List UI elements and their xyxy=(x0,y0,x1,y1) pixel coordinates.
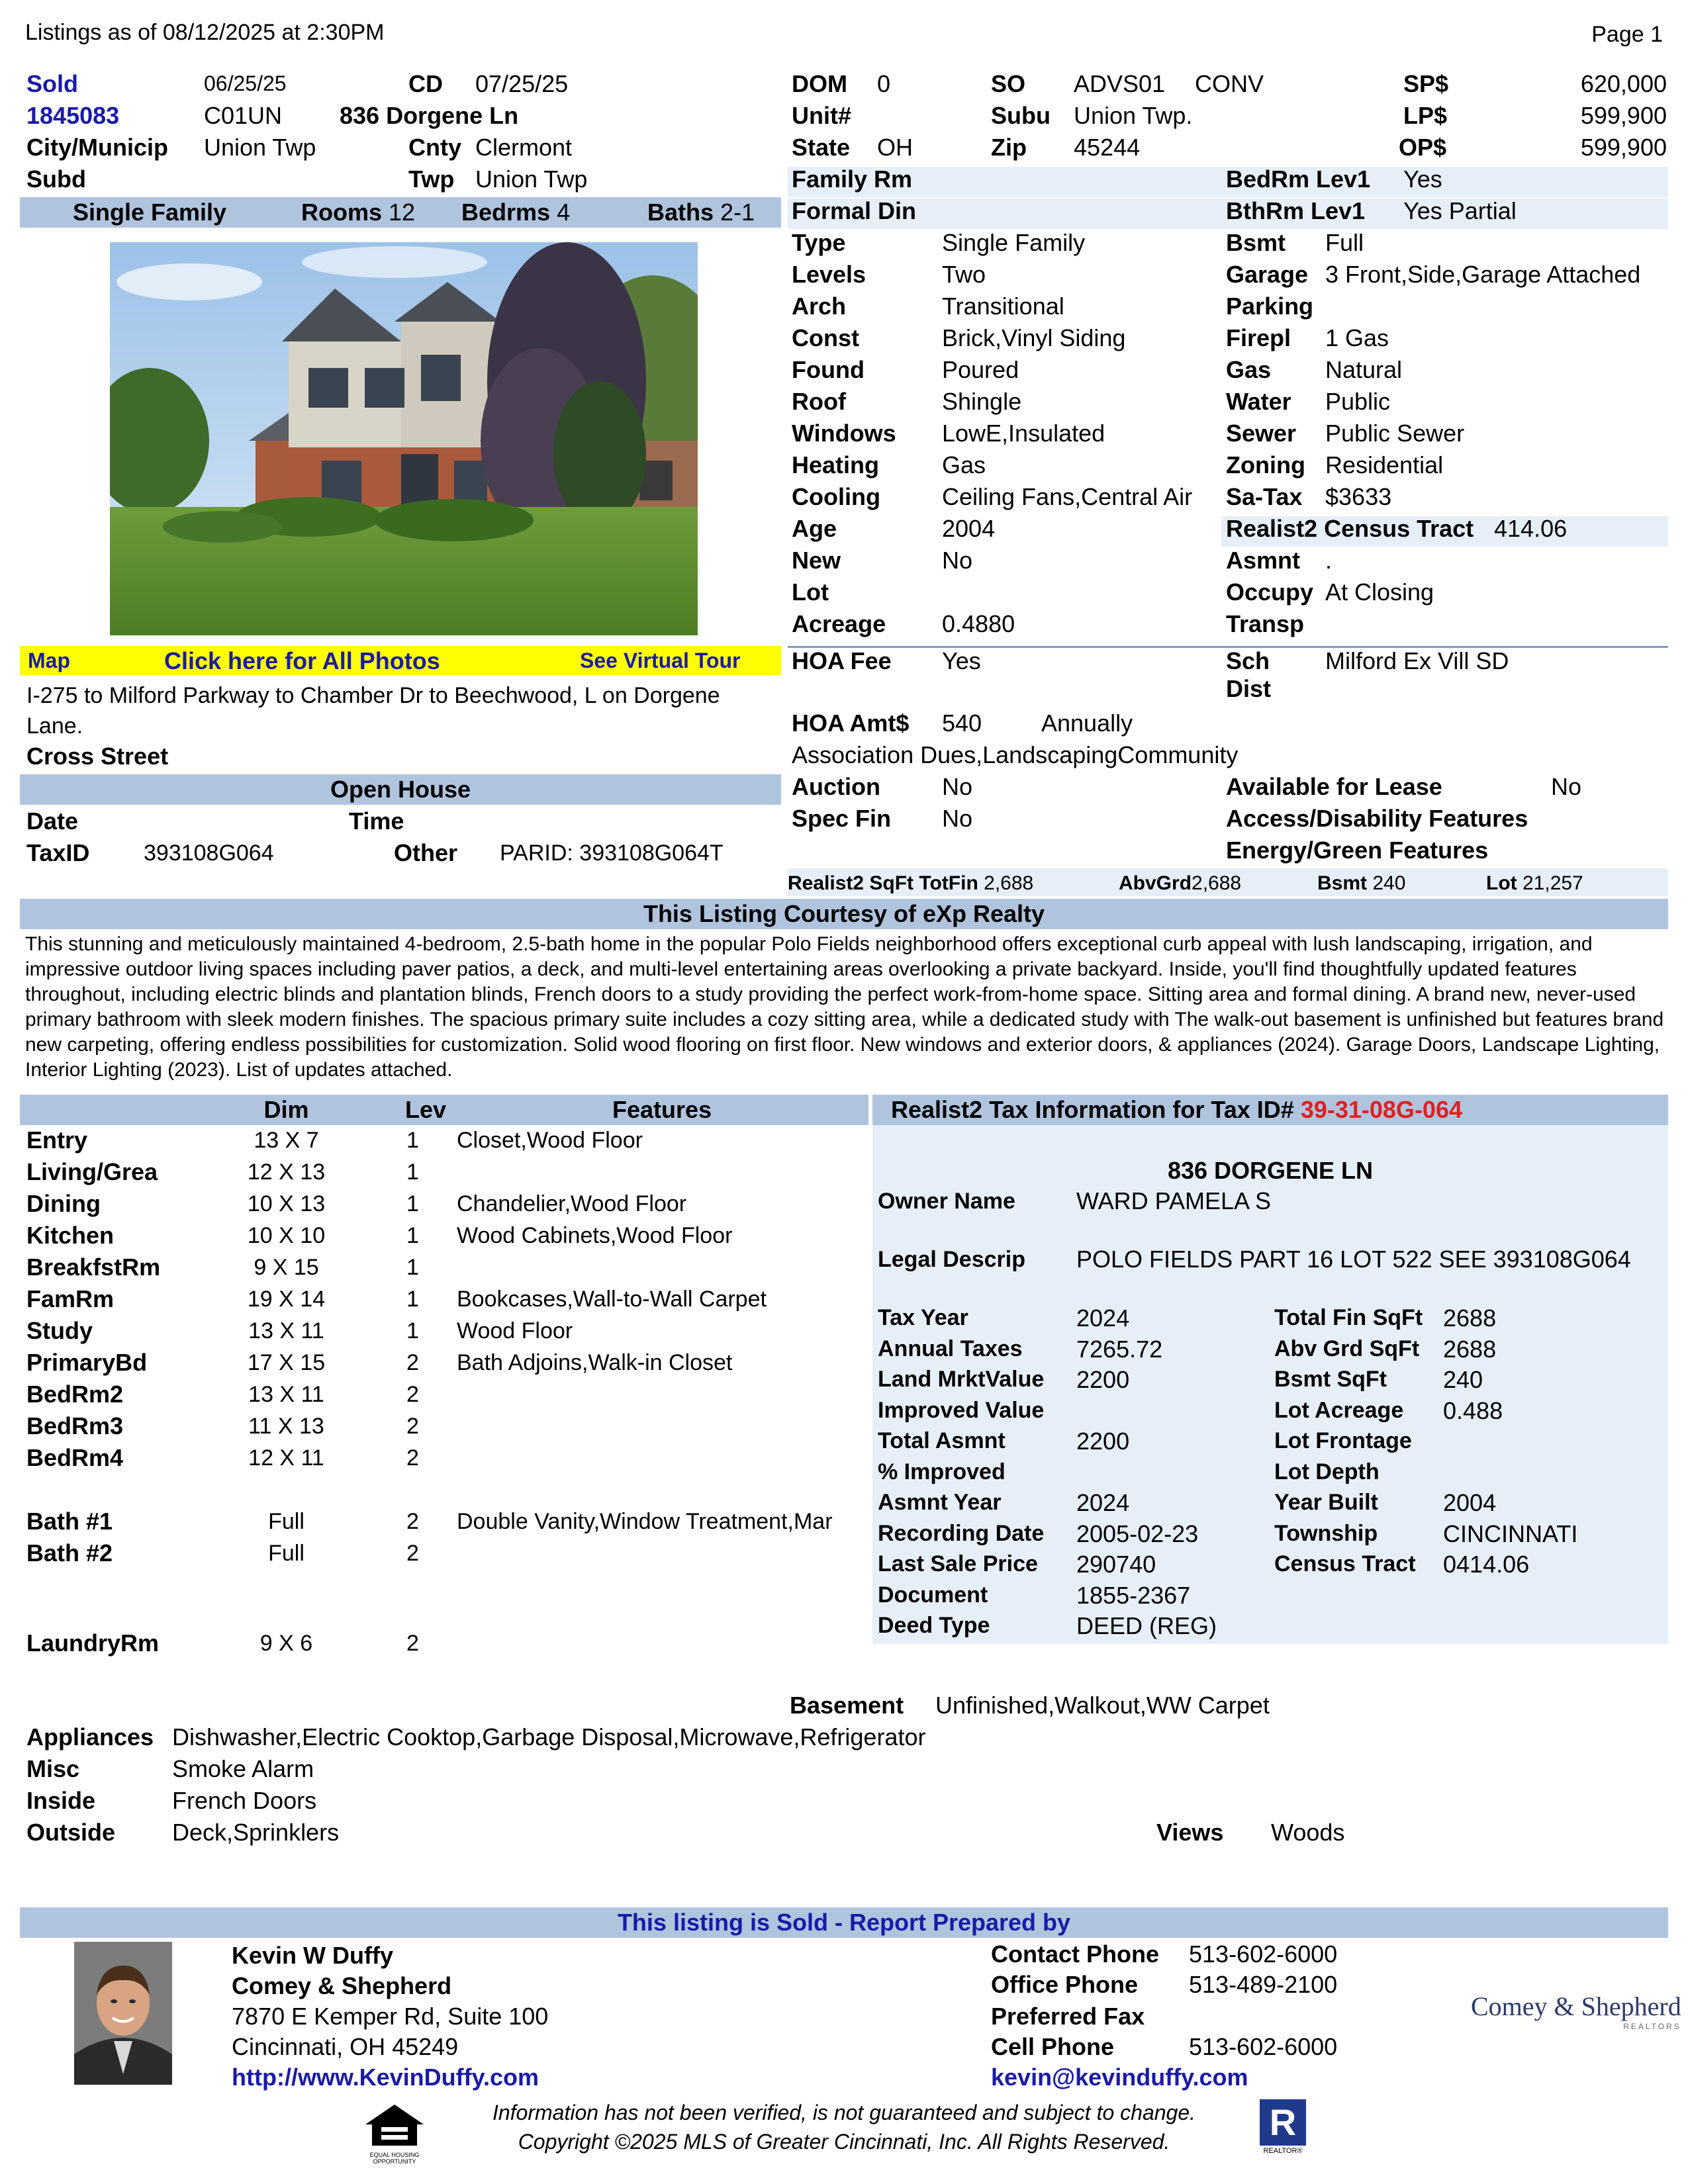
room-name: Bath #2 xyxy=(26,1539,113,1567)
detail-label: Realist2 Census Tract xyxy=(1226,515,1474,542)
op-label: OP$ xyxy=(1399,134,1447,161)
room-name: FamRm xyxy=(26,1285,115,1312)
status: Sold xyxy=(26,70,78,97)
realist-tax-id: 39-31-08G-064 xyxy=(1300,1096,1462,1123)
directions: I-275 to Milford Parkway to Chamber Dr to Beechwood, L on Dorgene Lane. xyxy=(26,683,720,739)
realist-label: Total Fin SqFt xyxy=(1274,1305,1423,1330)
detail-label: Lot xyxy=(792,578,829,606)
realist-value: 2200 xyxy=(1076,1366,1130,1393)
address: 836 Dorgene Ln xyxy=(340,102,519,129)
room-dim: 11 X 13 xyxy=(248,1414,324,1439)
cd-date: 07/25/25 xyxy=(475,70,569,97)
appliances-label: Appliances xyxy=(26,1723,154,1751)
city: Union Twp xyxy=(204,134,316,161)
detail-value: At Closing xyxy=(1325,578,1434,606)
hoa-fee-value: Yes xyxy=(942,647,981,674)
misc-value: Smoke Alarm xyxy=(172,1755,314,1782)
room-level: 1 xyxy=(406,1223,419,1248)
cell-phone[interactable]: 513-602-6000 xyxy=(1189,2033,1338,2060)
detail-value: No xyxy=(942,547,973,574)
room-name: Bath #1 xyxy=(26,1508,113,1535)
room-dim: 12 X 13 xyxy=(247,1160,326,1185)
realist-value: 2024 xyxy=(1076,1304,1130,1332)
room-level: 2 xyxy=(406,1509,419,1534)
realist-label: Deed Type xyxy=(878,1613,990,1638)
subu-value: Union Twp. xyxy=(1074,102,1193,129)
rooms-dim-header: Dim xyxy=(263,1096,309,1123)
agent-portrait xyxy=(74,1942,172,2085)
so-value: ADVS01 xyxy=(1074,70,1166,97)
realtor-text: REALTOR® xyxy=(1263,2147,1303,2155)
detail-label: BedRm Lev1 xyxy=(1226,165,1371,193)
fax-label: Preferred Fax xyxy=(991,2003,1145,2030)
remarks: This stunning and meticulously maintained 4-bedroom, 2.5-bath home in the popular Polo Fields neighborhood offers exceptional curb appeal with lush landscaping, irrigation, and impressive outdoor living spaces including paver patios, a deck, and multi-level entertaining areas overlooking a private backyard. Inside, you'll find thoughtfully updated features throughout, including electric blinds and plantation blinds, French doors to a study providing the perfect work-from-home space. Sitting area and formal dining. A brand new, never-used primary bathroom with sleek modern finishes. The spacious primary suite includes a cozy sitting area, while a dedicated study with The walk-out basement is unfinished but features brand new carpeting, offering endless possibilities for customization. Solid wood flooring on first floor. New windows and exterior doors, & appliances (2024). Garage Doors, Landscape Lighting, Interior Lighting (2023). List of updates attached. xyxy=(25,933,1664,1081)
room-name: BedRm4 xyxy=(26,1444,124,1471)
detail-label: Arch xyxy=(792,293,847,320)
sqft-bsmt: Bsmt 240 xyxy=(1317,872,1406,894)
open-house-time-label: Time xyxy=(349,807,404,835)
realist-value: 7265.72 xyxy=(1076,1335,1163,1363)
detail-value: Ceiling Fans,Central Air xyxy=(942,483,1193,510)
agent-email[interactable] xyxy=(991,2064,1248,2091)
detail-label: Acreage xyxy=(792,610,886,637)
rooms-lev-header: Lev xyxy=(405,1096,447,1123)
detail-label: Asmnt xyxy=(1226,547,1301,574)
room-name: LaundryRm xyxy=(26,1629,160,1657)
room-name: Kitchen xyxy=(26,1222,115,1249)
zip-value: 45244 xyxy=(1074,134,1141,161)
realist-label: Document xyxy=(878,1582,988,1608)
subu-label: Subu xyxy=(991,102,1051,129)
room-features: Wood Cabinets,Wood Floor xyxy=(457,1223,733,1248)
basement-value: Unfinished,Walkout,WW Carpet xyxy=(935,1692,1270,1719)
detail-value: Brick,Vinyl Siding xyxy=(942,324,1126,351)
courtesy-text: This Listing Courtesy of eXp Realty xyxy=(643,900,1045,927)
property-type: Single Family xyxy=(73,199,227,226)
hoa-includes: Association Dues,LandscapingCommunity xyxy=(792,741,1239,768)
detail-value: Single Family xyxy=(942,229,1086,256)
detail-label: Const xyxy=(792,324,859,351)
inside-label: Inside xyxy=(26,1787,96,1814)
realist-value: CINCINNATI xyxy=(1443,1520,1578,1547)
detail-value: . xyxy=(1325,547,1333,574)
room-name: BedRm3 xyxy=(26,1412,124,1439)
cd-label: CD xyxy=(408,70,443,97)
detail-label: Parking xyxy=(1226,293,1314,320)
state-label: State xyxy=(792,134,851,161)
cell-phone-label: Cell Phone xyxy=(991,2033,1115,2060)
hoa-amount-value: 540 xyxy=(942,709,982,737)
detail-label: Roof xyxy=(792,388,846,415)
room-dim: 17 X 15 xyxy=(247,1350,326,1375)
realtor-logo: R xyxy=(1260,2099,1306,2146)
detail-label: Firepl xyxy=(1226,324,1291,351)
detail-value: 1 Gas xyxy=(1325,324,1389,351)
spec-fin-value: No xyxy=(942,805,973,832)
detail-label: Age xyxy=(792,515,837,542)
realist-label: Asmnt Year xyxy=(878,1490,1002,1515)
realist-value: 290740 xyxy=(1076,1551,1156,1578)
detail-label: Transp xyxy=(1226,610,1305,637)
bedrooms-count: Bedrms 4 xyxy=(461,199,571,226)
rooms-features-header: Features xyxy=(612,1096,712,1123)
baths-count: Baths 2-1 xyxy=(647,199,755,226)
access-features-label: Access/Disability Features xyxy=(1226,805,1528,832)
detail-label: Type xyxy=(792,229,846,256)
company-logo-text: Comey & Shepherd xyxy=(1471,1991,1681,2021)
realist-label: % Improved xyxy=(878,1459,1006,1484)
realist-label: Year Built xyxy=(1274,1490,1378,1515)
detail-value: Two xyxy=(942,261,986,288)
detail-label: Water xyxy=(1226,388,1291,415)
room-name: PrimaryBd xyxy=(26,1349,148,1376)
agent-city: Cincinnati, OH 45249 xyxy=(232,2033,459,2060)
detail-value: Yes xyxy=(1403,165,1442,193)
realist-label: Tax Year xyxy=(878,1305,968,1330)
hoa-frequency: Annually xyxy=(1041,709,1133,737)
room-dim: 13 X 11 xyxy=(248,1318,324,1343)
detail-label: Cooling xyxy=(792,483,880,510)
realist-value: 0.488 xyxy=(1443,1396,1503,1424)
other-label: Other xyxy=(394,839,458,866)
inside-value: French Doors xyxy=(172,1787,317,1814)
detail-value: Natural xyxy=(1325,356,1403,383)
room-features: Bath Adjoins,Walk-in Closet xyxy=(457,1350,733,1375)
room-level: 2 xyxy=(406,1350,419,1375)
lease-label: Available for Lease xyxy=(1226,773,1442,800)
realist-title: Realist2 Tax Information for Tax ID# 39-31-08G-064 xyxy=(891,1096,1462,1123)
views-label: Views xyxy=(1156,1819,1224,1846)
room-dim: 19 X 14 xyxy=(247,1287,326,1312)
taxid-label: TaxID xyxy=(26,839,90,866)
realist-label: Recording Date xyxy=(878,1520,1045,1546)
room-level: 2 xyxy=(406,1445,419,1471)
detail-label: Levels xyxy=(792,261,867,288)
detail-label: Zoning xyxy=(1226,451,1305,478)
realist-label: Lot Acreage xyxy=(1274,1397,1404,1423)
legal-label: Legal Descrip xyxy=(878,1247,1025,1272)
room-dim: Full xyxy=(268,1509,305,1534)
basement-label: Basement xyxy=(790,1692,904,1719)
agent-email-link[interactable]: kevin@kevinduffy.com xyxy=(991,2064,1248,2091)
lease-value: No xyxy=(1551,773,1582,800)
lp-value: 599,900 xyxy=(1580,102,1667,129)
detail-value: Shingle xyxy=(942,388,1022,415)
agent-website-link[interactable]: http://www.KevinDuffy.com xyxy=(232,2064,539,2091)
room-dim: 9 X 15 xyxy=(254,1255,319,1280)
room-features: Double Vanity,Window Treatment,Mar xyxy=(457,1509,833,1534)
other-value: PARID: 393108G064T xyxy=(500,841,724,866)
agent-company: Comey & Shepherd xyxy=(232,1972,452,1999)
room-features: Bookcases,Wall-to-Wall Carpet xyxy=(457,1287,767,1312)
agent-photo xyxy=(74,1942,172,2085)
detail-value: $3633 xyxy=(1325,483,1392,510)
realist-label: Lot Frontage xyxy=(1274,1428,1412,1453)
all-photos-link[interactable]: Click here for All Photos xyxy=(164,647,440,674)
room-dim: 13 X 7 xyxy=(254,1128,319,1153)
house-photo[interactable] xyxy=(110,242,698,635)
unit-label: Unit# xyxy=(792,102,851,129)
zip-label: Zip xyxy=(991,134,1027,161)
realist-label: Last Sale Price xyxy=(878,1551,1038,1576)
outside-value: Deck,Sprinklers xyxy=(172,1819,340,1846)
detail-label: Heating xyxy=(792,451,880,478)
equal-housing-text: EQUAL HOUSING OPPORTUNITY xyxy=(369,2152,420,2165)
detail-label: Occupy xyxy=(1226,578,1314,606)
realist-value: 2004 xyxy=(1443,1489,1497,1516)
room-dim: 10 X 13 xyxy=(247,1191,326,1216)
appliances-value: Dishwasher,Electric Cooktop,Garbage Disposal,Microwave,Refrigerator xyxy=(172,1723,926,1751)
rooms-count: Rooms 12 xyxy=(301,199,416,226)
contact-phone[interactable]: 513-602-6000 xyxy=(1189,1940,1338,1968)
detail-label: Found xyxy=(792,356,865,383)
state-value: OH xyxy=(877,134,913,161)
room-dim: 13 X 11 xyxy=(248,1382,324,1407)
realist-label: Improved Value xyxy=(878,1397,1045,1423)
room-level: 1 xyxy=(406,1255,419,1280)
owner-label: Owner Name xyxy=(878,1189,1015,1214)
realist-label: Lot Depth xyxy=(1274,1459,1380,1484)
room-features: Wood Floor xyxy=(457,1318,573,1343)
sqft-abvgrd: AbvGrd2,688 xyxy=(1119,872,1242,894)
detail-value: Gas xyxy=(942,451,986,478)
misc-label: Misc xyxy=(26,1755,80,1782)
detail-label: Sewer xyxy=(1226,420,1297,447)
detail-value: Poured xyxy=(942,356,1019,383)
realist-label: Annual Taxes xyxy=(878,1336,1023,1361)
subd-label: Subd xyxy=(26,165,86,193)
detail-label: Bsmt xyxy=(1226,229,1286,256)
so-type: CONV xyxy=(1195,70,1264,97)
office-code: C01UN xyxy=(204,102,283,129)
sqft-totfin: Realist2 SqFt TotFin 2,688 xyxy=(788,872,1034,894)
sp-label: SP$ xyxy=(1403,70,1449,97)
county: Clermont xyxy=(475,134,573,161)
energy-features-label: Energy/Green Features xyxy=(1226,837,1489,864)
room-level: 1 xyxy=(406,1128,419,1153)
room-name: Study xyxy=(26,1317,93,1344)
room-level: 1 xyxy=(406,1191,419,1216)
detail-value: Yes Partial xyxy=(1403,197,1517,224)
taxid-value: 393108G064 xyxy=(144,841,274,866)
room-level: 1 xyxy=(406,1287,419,1312)
detail-value: LowE,Insulated xyxy=(942,420,1105,447)
room-features: Chandelier,Wood Floor xyxy=(457,1191,687,1216)
hoa-amount-label: HOA Amt$ xyxy=(792,709,910,737)
realist-value: 2200 xyxy=(1076,1428,1130,1455)
realist-value: 1855-2367 xyxy=(1076,1581,1191,1609)
so-label: SO xyxy=(991,70,1026,97)
twp-label: Twp xyxy=(408,165,455,193)
room-name: BedRm2 xyxy=(26,1381,124,1408)
dom-label: DOM xyxy=(792,70,847,97)
realist-value: DEED (REG) xyxy=(1076,1612,1217,1639)
contact-phone-label: Contact Phone xyxy=(991,1940,1160,1968)
detail-value: Transitional xyxy=(942,293,1064,320)
detail-value: 3 Front,Side,Garage Attached xyxy=(1325,261,1641,288)
detail-label: BthRm Lev1 xyxy=(1226,197,1366,224)
detail-value: 2004 xyxy=(942,515,996,542)
room-level: 1 xyxy=(406,1160,419,1185)
room-dim: 10 X 10 xyxy=(247,1223,326,1248)
detail-value: 0.4880 xyxy=(942,610,1015,637)
office-phone[interactable]: 513-489-2100 xyxy=(1189,1971,1338,1998)
disclaimer: Information has not been verified, is not guaranteed and subject to change. xyxy=(492,2101,1196,2124)
dom-value: 0 xyxy=(877,70,891,97)
outside-label: Outside xyxy=(26,1819,116,1846)
realist-value: 2688 xyxy=(1443,1304,1497,1332)
realist-label: Census Tract xyxy=(1274,1551,1416,1576)
sqft-lot: Lot 21,257 xyxy=(1486,872,1583,894)
detail-value: Public Sewer xyxy=(1325,420,1465,447)
agent-name: Kevin W Duffy xyxy=(232,1942,394,1969)
room-dim: Full xyxy=(268,1541,305,1566)
listings-timestamp: Listings as of 08/12/2025 at 2:30PM xyxy=(25,20,385,45)
op-value: 599,900 xyxy=(1580,134,1667,161)
owner-value: WARD PAMELA S xyxy=(1076,1187,1272,1214)
open-house-date-label: Date xyxy=(26,807,79,835)
agent-street: 7870 E Kemper Rd, Suite 100 xyxy=(232,2003,549,2030)
county-label: Cnty xyxy=(408,134,461,161)
detail-value: Full xyxy=(1325,229,1364,256)
office-phone-label: Office Phone xyxy=(991,1971,1139,1998)
company-logo-sub: REALTORS xyxy=(1623,2022,1681,2031)
realist-label: Land MrktValue xyxy=(878,1367,1045,1392)
twp: Union Twp xyxy=(475,165,588,193)
detail-label: Garage xyxy=(1226,261,1309,288)
room-name: BreakfstRm xyxy=(26,1253,161,1281)
realist-value: 2024 xyxy=(1076,1489,1130,1516)
legal-value: POLO FIELDS PART 16 LOT 522 SEE 393108G064 xyxy=(1076,1246,1631,1273)
realist-value: 0414.06 xyxy=(1443,1551,1530,1578)
realist-label: Total Asmnt xyxy=(878,1428,1006,1453)
agent-website[interactable] xyxy=(232,2064,539,2091)
detail-label: Formal Din xyxy=(792,197,917,224)
realist-address: 836 DORGENE LN xyxy=(1167,1157,1374,1184)
detail-label: Family Rm xyxy=(792,165,913,193)
city-label: City/Municip xyxy=(26,134,168,161)
cross-street-label: Cross Street xyxy=(26,743,169,770)
room-level: 2 xyxy=(406,1382,419,1407)
mls-number[interactable]: 1845083 xyxy=(26,102,120,129)
copyright: Copyright ©2025 MLS of Greater Cincinnati, Inc. All Rights Reserved. xyxy=(518,2130,1170,2154)
views-value: Woods xyxy=(1271,1819,1345,1846)
realtor-icon xyxy=(1255,2099,1311,2172)
detail-value: Public xyxy=(1325,388,1391,415)
realist-value: 2688 xyxy=(1443,1335,1497,1363)
room-name: Living/Grea xyxy=(26,1158,158,1185)
school-district-label: Sch Dist xyxy=(1226,647,1272,702)
realist-value: 2005-02-23 xyxy=(1076,1520,1199,1547)
detail-value: Residential xyxy=(1325,451,1444,478)
auction-value: No xyxy=(942,773,973,800)
room-name: Dining xyxy=(26,1190,101,1217)
room-level: 2 xyxy=(406,1631,419,1656)
room-level: 1 xyxy=(406,1318,419,1343)
spec-fin-label: Spec Fin xyxy=(792,805,892,832)
realist-value: 240 xyxy=(1443,1366,1483,1393)
room-features: Closet,Wood Floor xyxy=(457,1128,643,1153)
lp-label: LP$ xyxy=(1403,102,1448,129)
map-link[interactable]: Map xyxy=(28,649,70,672)
room-dim: 12 X 11 xyxy=(248,1445,324,1471)
page-number: Page 1 xyxy=(1591,22,1663,47)
company-logo xyxy=(1471,1991,1681,2031)
room-dim: 9 X 6 xyxy=(259,1631,313,1656)
room-level: 2 xyxy=(406,1414,419,1439)
school-district-value: Milford Ex Vill SD xyxy=(1325,647,1509,674)
virtual-tour-link[interactable]: See Virtual Tour xyxy=(580,649,741,672)
hoa-fee-label: HOA Fee xyxy=(792,647,892,674)
realist-label: Bsmt SqFt xyxy=(1274,1367,1387,1392)
detail-label: Gas xyxy=(1226,356,1272,383)
sp-value: 620,000 xyxy=(1580,70,1667,97)
house-photo-image xyxy=(110,242,698,635)
agent-banner: This listing is Sold - Report Prepared by xyxy=(617,1909,1071,1936)
status-date: 06/25/25 xyxy=(204,71,287,95)
room-level: 2 xyxy=(406,1541,419,1566)
realist-label: Abv Grd SqFt xyxy=(1274,1336,1420,1361)
detail-value: 414.06 xyxy=(1494,515,1568,542)
realist-label: Township xyxy=(1274,1520,1378,1546)
open-house-title: Open House xyxy=(330,776,471,803)
detail-label: New xyxy=(792,547,841,574)
room-name: Entry xyxy=(26,1126,88,1154)
detail-label: Sa-Tax xyxy=(1226,483,1303,510)
auction-label: Auction xyxy=(792,773,880,800)
detail-label: Windows xyxy=(792,420,896,447)
